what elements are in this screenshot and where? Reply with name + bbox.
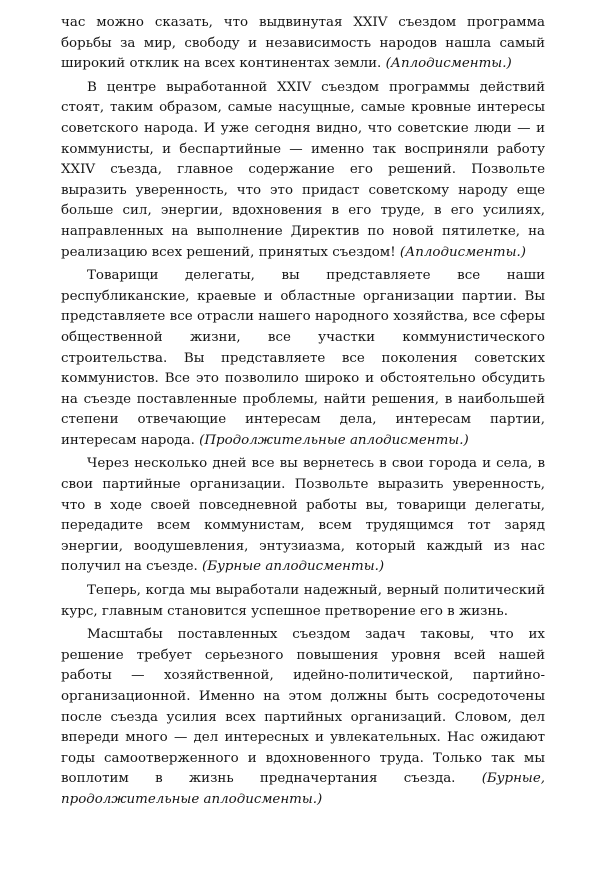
paragraph-text: час можно сказать, что выдвинутая XXIV съездом программа борьбы за мир, свободу и независимость народов нашла самый широкий отклик на всех континентах земли.	[61, 15, 545, 72]
paragraph-text: Товарищи делегаты, вы представляете все наши республиканские, краевые и областные организации партии. Вы представляете все отрасли нашего народного хозяйства, все сферы общественной жизни, все участки коммунистического строительства. Вы представляете все поколения советских коммунистов. Все это позволило широко и обстоятельно обсудить на съезде поставленные проблемы, найти решения, в наибольшей степени отвечающие интересам дела, интересам партии, интересам народа.	[61, 268, 545, 448]
paragraph-5	[61, 581, 545, 622]
applause-note: (Бурные аплодисменты.)	[202, 559, 385, 575]
paragraph-text: Масштабы поставленных съездом задач таковы, что их решение требует серьезного повышения уровня всей нашей работы — хозяйственной, идейно-политической, партийно-организационной. Именно на этом должны быть сосредоточены после съезда усилия всех партийных организаций. Словом, дел впереди много — дел интересных и увлекательных. Нас ожидают годы самоотверженного и вдохновенного труда. Только так мы воплотим в жизнь предначертания съезда.	[61, 627, 545, 787]
applause-note: (Продолжительные аплодисменты.)	[199, 432, 469, 448]
paragraph-4	[61, 454, 545, 578]
paragraph-text: Теперь, когда мы выработали надежный, верный политический курс, главным становится успешное претворение его в жизнь.	[61, 583, 545, 619]
paragraph-text: Через несколько дней все вы вернетесь в свои города и села, в свои партийные организации. Позвольте выразить уверенность, что в ходе своей повседневной работы вы, товарищи делегаты, передадите всем коммунистам, всем трудящимся тот заряд энергии, воодушевления, энтузиазма, который каждый из нас получил на съезде.	[61, 456, 545, 575]
paragraph-6	[61, 625, 545, 810]
paragraph-3	[61, 266, 545, 451]
applause-note: (Аплодисменты.)	[399, 244, 526, 260]
applause-note: (Бурные, продолжительные аплодисменты.)	[61, 771, 546, 807]
applause-note: (Аплодисменты.)	[385, 56, 512, 72]
paragraph-1	[61, 13, 545, 75]
paragraph-2	[61, 78, 545, 263]
paragraph-text: В центре выработанной XXIV съездом программы действий стоят, таким образом, самые насущные, самые кровные интересы советского народа. И уже сегодня видно, что советские люди — и коммунисты, и беспартийные — именно так восприняли работу XXIV съезда, главное содержание его решений. Позвольте выразить уверенность, что это придаст советскому народу еще больше сил, энергии, вдохновения в его труде, в его усилиях, направленных на выполнение Директив по новой пятилетке, на реализацию всех решений, принятых съездом!	[61, 79, 545, 260]
page-body	[61, 13, 545, 814]
